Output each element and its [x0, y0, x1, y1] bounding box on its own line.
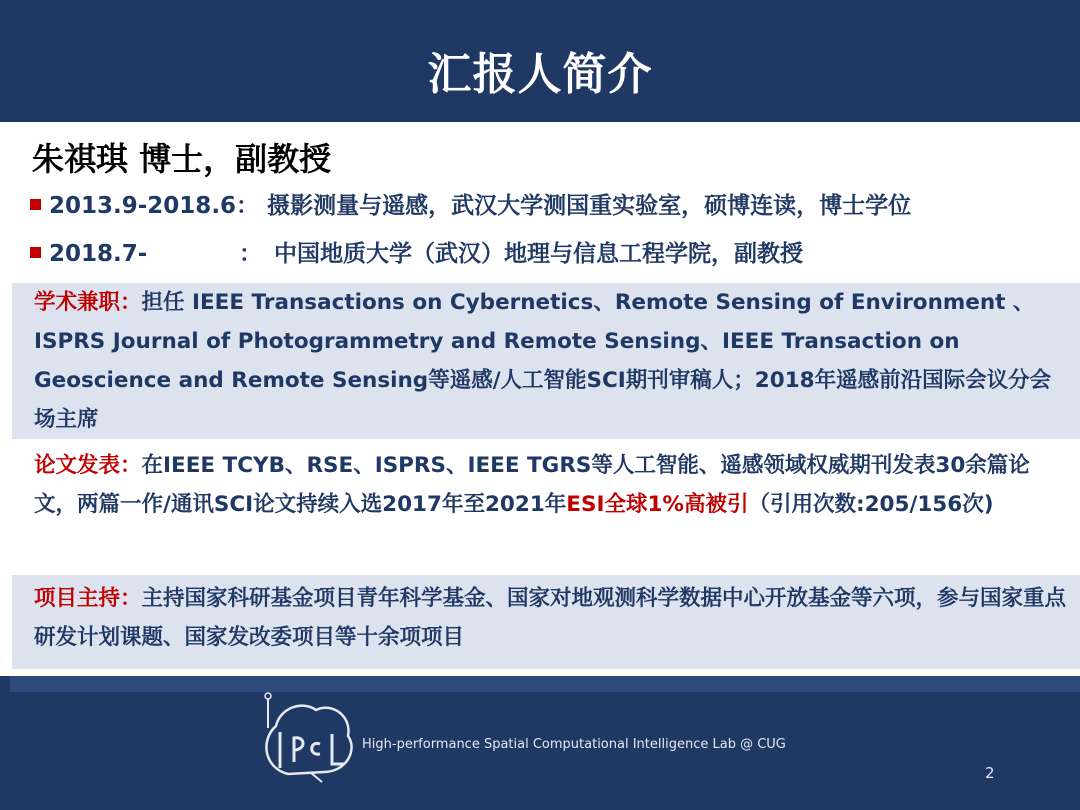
lab-logo-icon	[250, 688, 360, 784]
projects-block	[12, 575, 1080, 669]
cv-date: 2013.9-2018.6：	[49, 193, 260, 219]
lab-name: High-performance Spatial Computational Intelligence Lab @ CUG	[362, 737, 786, 752]
papers-text: 在IEEE TCYB、RSE、ISPRS、IEEE TGRS等人工智能、遥感领域权威期刊发表30余篇论文，两篇一作/通讯SCI论文持续入选2017年至2021年	[34, 453, 1030, 517]
presenter-name: 朱祺琪 博士，副教授	[32, 140, 332, 178]
cv-date: 2018.7-	[49, 241, 148, 267]
cv-desc: 中国地质大学（武汉）地理与信息工程学院，副教授	[274, 241, 803, 267]
papers-block	[12, 440, 1080, 570]
square-bullet-icon	[30, 199, 41, 210]
page-title: 汇报人简介	[427, 49, 653, 100]
page-number: 2	[985, 764, 995, 782]
academic-text: 担任 IEEE Transactions on Cybernetics、Remote Sensing of Environment 、ISPRS Journal of Photogrammetry and Remote Sensing、IEEE Transaction on Geoscience and Remote Sensing等遥感/人工智能SCI期刊审稿人；2018年遥感前沿国际会议分会场主席	[34, 290, 1052, 432]
cv-item-2	[30, 237, 803, 271]
academic-label: 学术兼职：	[34, 290, 142, 315]
papers-citations: （引用次数:205/156次)	[748, 492, 994, 517]
cv-desc: 摄影测量与遥感，武汉大学测国重实验室，硕博连读，博士学位	[267, 193, 912, 219]
papers-label: 论文发表：	[34, 453, 142, 478]
square-bullet-icon	[30, 247, 41, 258]
projects-text: 主持国家科研基金项目青年科学基金、国家对地观测科学数据中心开放基金等六项，参与国家重点研发计划课题、国家发改委项目等十余项项目	[34, 586, 1067, 650]
footer-divider	[10, 676, 1080, 692]
cv-item-1	[30, 189, 911, 223]
cv-sep: ：	[239, 241, 262, 267]
papers-highlight: ESI全球1%高被引	[566, 492, 749, 517]
projects-label: 项目主持：	[34, 586, 142, 611]
academic-block	[12, 283, 1080, 439]
